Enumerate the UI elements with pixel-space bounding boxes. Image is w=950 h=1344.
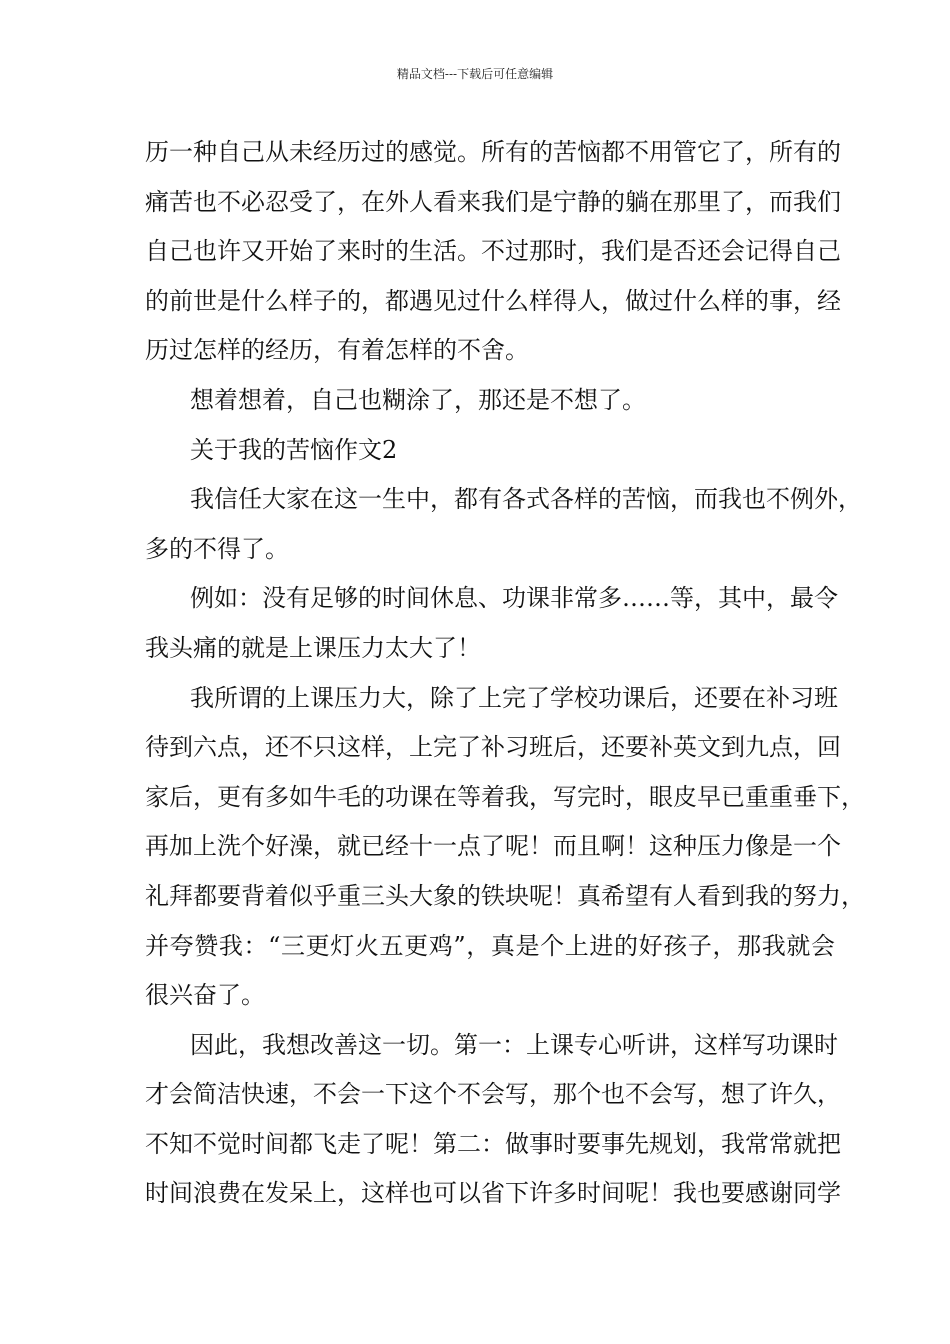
text-line: 时间浪费在发呆上，这样也可以省下许多时间呢！我也要感谢同学 [145,1179,841,1208]
text-line: 家后，更有多如牛毛的功课在等着我，写完时，眼皮早已重重垂下， [145,782,865,811]
text-line: 礼拜都要背着似乎重三头大象的铁块呢！真希望有人看到我的努力， [145,881,865,910]
page-header: 精品文档---下载后可任意编辑 [396,67,554,81]
text-line: 的前世是什么样子的，都遇见过什么样得人，做过什么样的事，经 [145,286,841,315]
text-line: 多的不得了。 [145,534,289,563]
text-line: 待到六点，还不只这样，上完了补习班后，还要补英文到九点，回 [145,733,841,762]
paragraph-line: 例如：没有足够的时间休息、功课非常多……等，其中，最令 [190,584,838,613]
section-title: 关于我的苦恼作文2 [190,435,398,464]
text-line: 痛苦也不必忍受了，在外人看来我们是宁静的躺在那里了，而我们 [145,187,841,216]
text-line: 并夸赞我：“三更灯火五更鸡”，真是个上进的好孩子，那我就会 [145,931,835,960]
text-line: 很兴奋了。 [145,981,265,1010]
paragraph-line: 我所谓的上课压力大，除了上完了学校功课后，还要在补习班 [190,683,838,712]
text-line: 历过怎样的经历，有着怎样的不舍。 [145,336,529,365]
text-line: 我头痛的就是上课压力太大了！ [145,633,481,662]
document-body [145,128,865,1219]
paragraph-line: 我信任大家在这一生中，都有各式各样的苦恼，而我也不例外， [190,485,862,514]
text-line: 再加上洗个好澡，就已经十一点了呢！而且啊！这种压力像是一个 [145,832,841,861]
text-line: 自己也许又开始了来时的生活。不过那时，我们是否还会记得自己 [145,237,841,266]
paragraph-line: 因此，我想改善这一切。第一：上课专心听讲，这样写功课时 [190,1030,838,1059]
paragraph-line: 想着想着，自己也糊涂了，那还是不想了。 [190,385,646,414]
text-line: 历一种自己从未经历过的感觉。所有的苦恼都不用管它了，所有的 [145,138,841,166]
text-line: 才会简洁快速，不会一下这个不会写，那个也不会写，想了许久， [145,1080,841,1109]
text-line: 不知不觉时间都飞走了呢！第二：做事时要事先规划，我常常就把 [145,1129,841,1158]
